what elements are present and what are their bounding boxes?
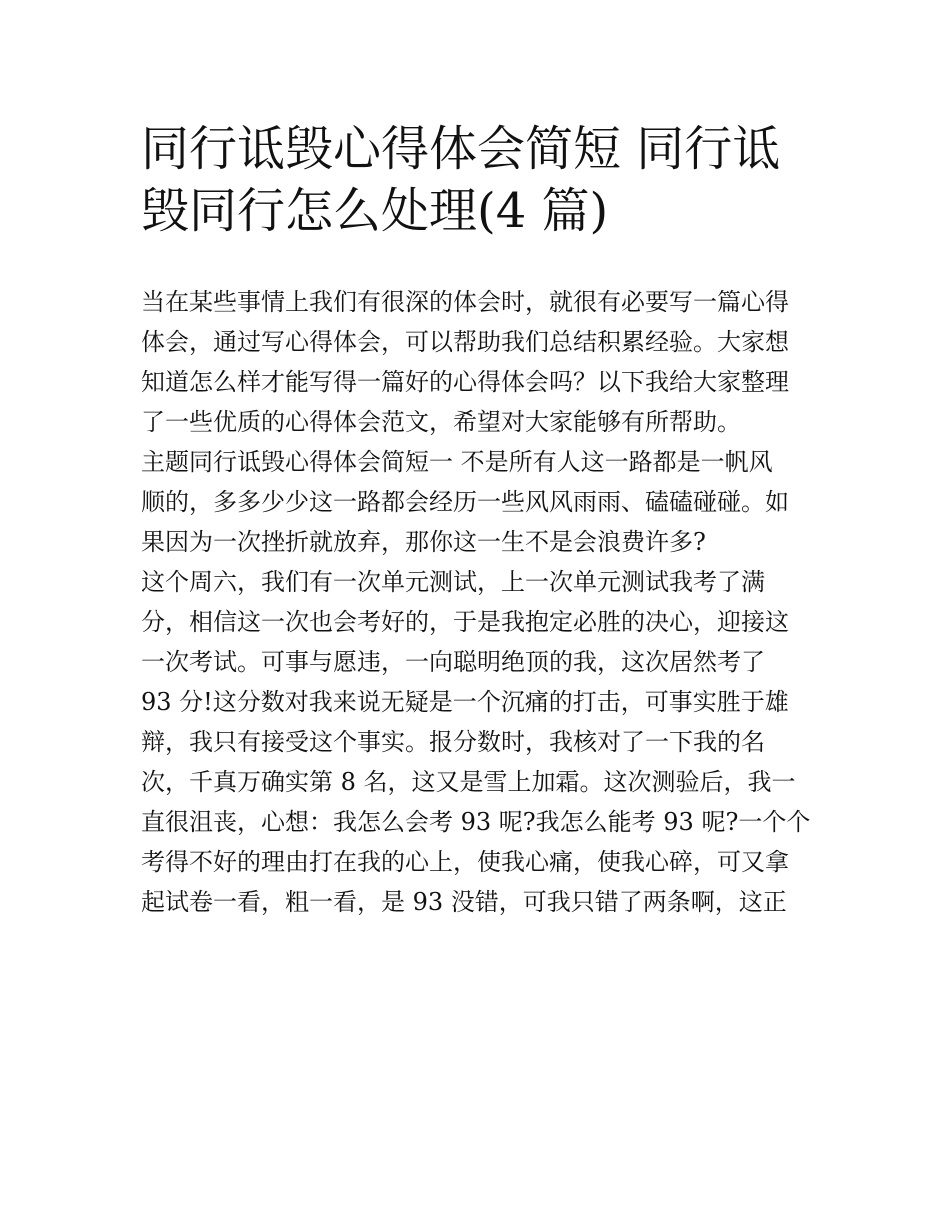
body-line: 顺的，多多少少这一路都会经历一些风风雨雨、磕磕碰碰。如 bbox=[141, 488, 789, 516]
title-line-1: 同行诋毁心得体会简短 同行诋 bbox=[141, 121, 781, 177]
body-line: 当在某些事情上我们有很深的体会时，就很有必要写一篇心得 bbox=[141, 288, 789, 316]
body-line: 次，千真万确实第 8 名，这又是雪上加霜。这次测验后，我一 bbox=[141, 768, 796, 796]
body-line: 考得不好的理由打在我的心上，使我心痛，使我心碎，可又拿 bbox=[141, 848, 789, 876]
body-line: 93 分!这分数对我来说无疑是一个沉痛的打击，可事实胜于雄 bbox=[141, 688, 789, 716]
body-line: 一次考试。可事与愿违，一向聪明绝顶的我，这次居然考了 bbox=[141, 648, 765, 676]
body-line: 体会，通过写心得体会，可以帮助我们总结积累经验。大家想 bbox=[141, 328, 789, 356]
title-line-2: 毁同行怎么处理(4 篇) bbox=[141, 183, 609, 239]
body-line: 这个周六，我们有一次单元测试，上一次单元测试我考了满 bbox=[141, 568, 765, 596]
body-line: 知道怎么样才能写得一篇好的心得体会吗？以下我给大家整理 bbox=[141, 368, 789, 396]
body-line: 了一些优质的心得体会范文，希望对大家能够有所帮助。 bbox=[141, 408, 741, 436]
body-line: 起试卷一看，粗一看，是 93 没错，可我只错了两条啊，这正 bbox=[141, 888, 787, 916]
body-line: 分，相信这一次也会考好的，于是我抱定必胜的决心，迎接这 bbox=[141, 608, 789, 636]
document-body bbox=[141, 282, 821, 922]
body-line: 果因为一次挫折就放弃，那你这一生不是会浪费许多? bbox=[141, 528, 706, 556]
body-line: 主题同行诋毁心得体会简短一 不是所有人这一路都是一帆风 bbox=[141, 448, 773, 476]
body-line: 直很沮丧，心想：我怎么会考 93 呢?我怎么能考 93 呢?一个个 bbox=[141, 808, 811, 836]
document-title bbox=[141, 118, 821, 242]
body-line: 辩，我只有接受这个事实。报分数时，我核对了一下我的名 bbox=[141, 728, 765, 756]
